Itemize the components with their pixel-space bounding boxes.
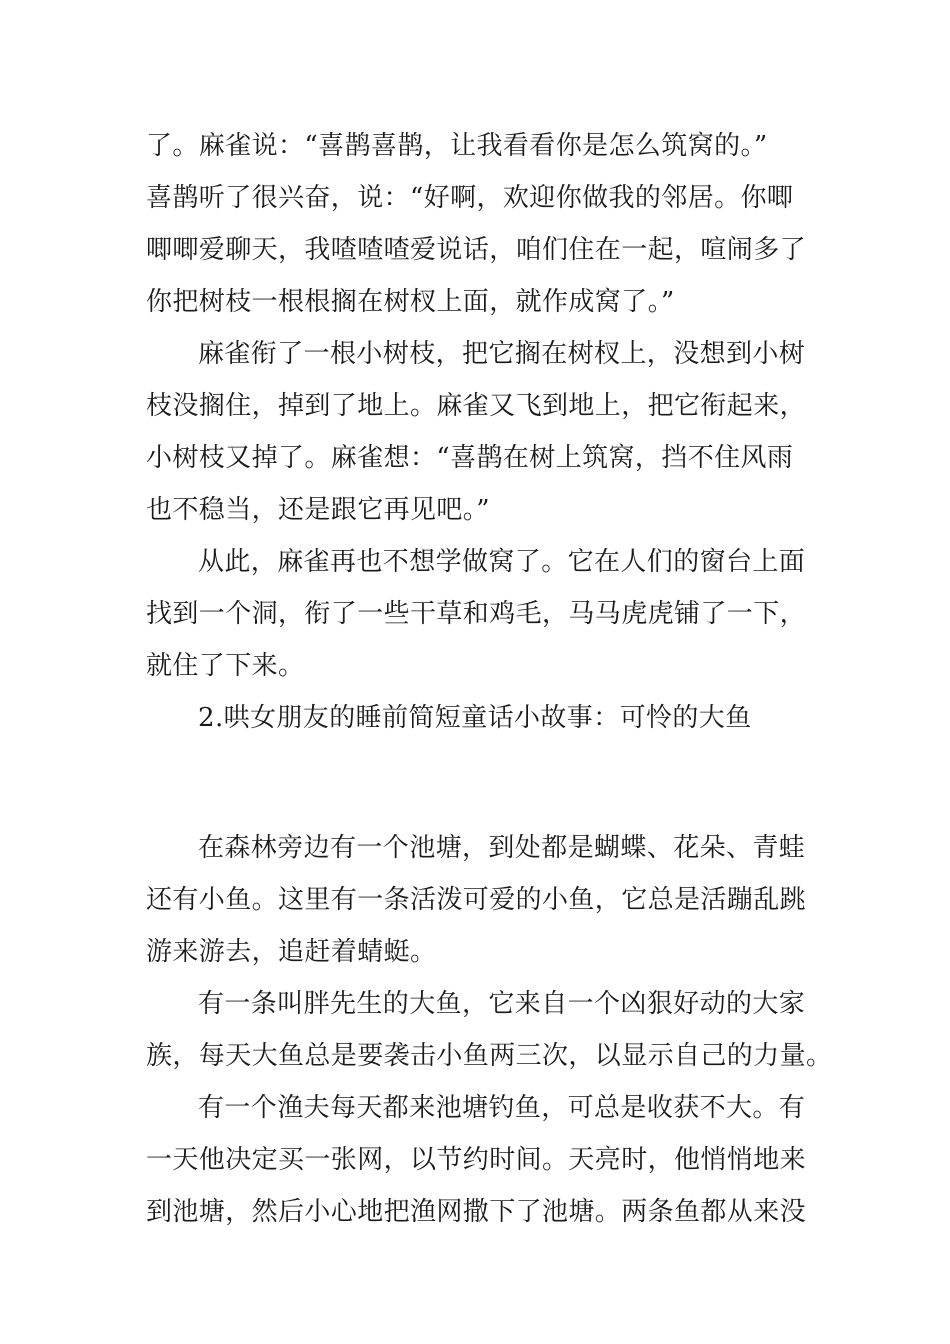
section-heading: 2.哄女朋友的睡前简短童话小故事：可怜的大鱼 — [198, 703, 752, 733]
text-line: 找到一个洞，衔了一些干草和鸡毛，马马虎虎铺了一下， — [146, 599, 807, 629]
text-line: 麻雀衔了一根小树枝，把它搁在树杈上，没想到小树 — [198, 339, 806, 369]
text-line: 唧唧爱聊天，我喳喳喳爱说话，咱们住在一起，喧闹多了 — [146, 235, 807, 265]
text-line: 就住了下来。 — [146, 651, 305, 681]
text-line: 在森林旁边有一个池塘，到处都是蝴蝶、花朵、青蛙 — [198, 833, 806, 863]
text-line: 也不稳当，还是跟它再见吧。” — [146, 495, 490, 525]
text-line: 到池塘，然后小心地把渔网撒下了池塘。两条鱼都从来没 — [146, 1197, 807, 1227]
text-line: 从此，麻雀再也不想学做窝了。它在人们的窗台上面 — [198, 547, 806, 577]
text-line: 有一个渔夫每天都来池塘钓鱼，可总是收获不大。有 — [198, 1093, 806, 1123]
text-line: 枝没搁住，掉到了地上。麻雀又飞到地上，把它衔起来， — [146, 391, 807, 421]
text-line: 族，每天大鱼总是要袭击小鱼两三次，以显示自己的力量。 — [146, 1041, 833, 1071]
text-line: 喜鹊听了很兴奋，说：“好啊，欢迎你做我的邻居。你唧 — [146, 183, 794, 213]
text-line: 了。麻雀说：“喜鹊喜鹊，让我看看你是怎么筑窝的。” — [146, 131, 768, 161]
text-line: 小树枝又掉了。麻雀想：“喜鹊在树上筑窝，挡不住风雨 — [146, 443, 794, 473]
text-line: 有一条叫胖先生的大鱼，它来自一个凶狠好动的大家 — [198, 989, 806, 1019]
text-line: 还有小鱼。这里有一条活泼可爱的小鱼，它总是活蹦乱跳 — [146, 885, 807, 915]
text-line: 游来游去，追赶着蜻蜓。 — [146, 937, 437, 967]
text-line: 一天他决定买一张网，以节约时间。天亮时，他悄悄地来 — [146, 1145, 807, 1175]
text-line: 你把树枝一根根搁在树杈上面，就作成窝了。” — [146, 287, 675, 317]
